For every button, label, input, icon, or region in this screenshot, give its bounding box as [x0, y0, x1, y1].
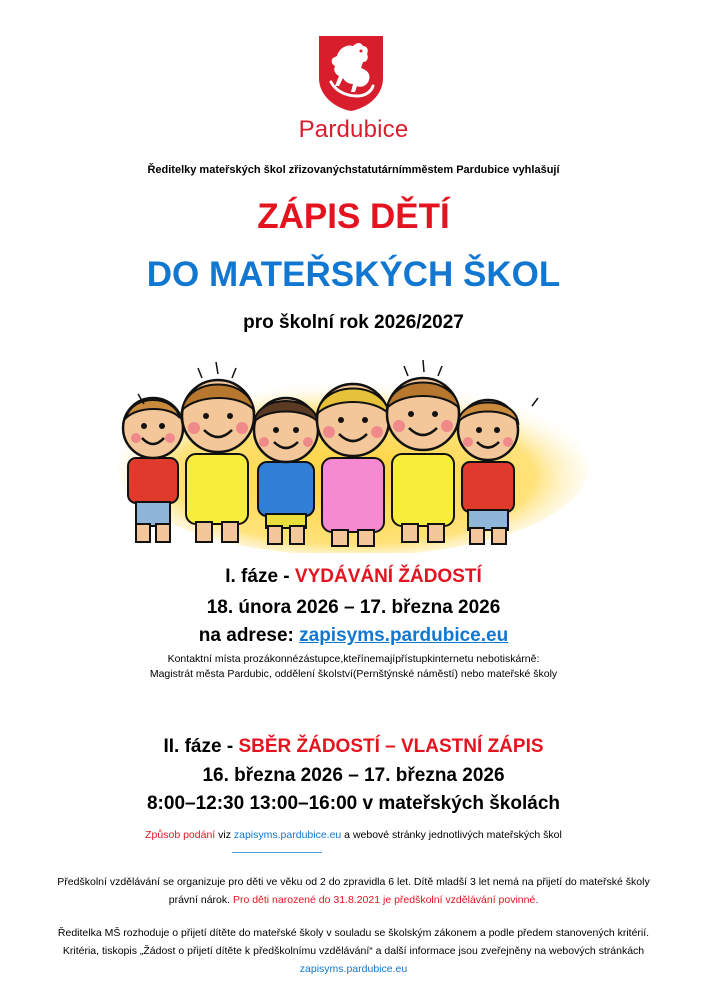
contact-line1: Kontaktní místa prozákonnézástupce,kteřínemajípřístupkinternetu nebotiskárně:	[167, 653, 540, 665]
method-red: Způsob podání	[145, 829, 216, 841]
admission-paragraph	[45, 924, 662, 978]
child-yellow-2	[387, 378, 459, 542]
pardubice-logo-icon	[317, 34, 385, 112]
phase1-title	[0, 566, 707, 588]
preschool-mandatory: Pro děti narozené do 31.8.2021 je předškolní vzdělávání povinné.	[232, 894, 539, 906]
divider	[232, 852, 322, 853]
phase1-label: I. fáze -	[225, 566, 295, 587]
contact-line2: Magistrát města Pardubic, oddělení školství(Pernštýnské náměstí) nebo mateřské školy	[149, 668, 558, 680]
preschool-paragraph	[45, 873, 662, 909]
phase1-dates: 18. února 2026 – 17. března 2026	[206, 597, 501, 618]
child-yellow-1	[182, 380, 254, 542]
phase2-title	[0, 736, 707, 758]
city-name: Pardubice	[298, 116, 409, 143]
address-label: na adrese:	[198, 625, 300, 646]
child-pink	[317, 384, 389, 546]
admission-text: Ředitelka MŠ rozhoduje o přijetí dítěte do mateřské školy v souladu se školským zákonem a podle předem stanovených kritérií. Kritéria, tiskopis „Žádost o přijetí dítěte k předškolnímu vzdělávání“ a další informace jsou zveřejněny na webových stránkách	[57, 927, 650, 957]
phase1-name: VYDÁVÁNÍ ŽÁDOSTÍ	[294, 566, 482, 587]
admission-link[interactable]: zapisyms.pardubice.eu	[299, 963, 408, 975]
title-line2: DO MATEŘSKÝCH ŠKOL	[146, 255, 561, 294]
children-illustration	[118, 358, 588, 553]
child-red-2	[458, 400, 518, 544]
phase2-name: SBĚR ŽÁDOSTÍ – VLASTNÍ ZÁPIS	[238, 736, 544, 757]
method-rest: a webové stránky jednotlivých mateřských škol	[341, 829, 562, 841]
method-middle: viz	[215, 829, 234, 841]
submission-method	[0, 829, 707, 841]
intro-text: Ředitelky mateřských škol zřizovanýchstatutárnímměstem Pardubice vyhlašují	[147, 164, 560, 176]
title-line1: ZÁPIS DĚTÍ	[257, 197, 450, 236]
method-link[interactable]: zapisyms.pardubice.eu	[233, 829, 342, 841]
phase1-address	[0, 625, 707, 647]
school-year-subtitle: pro školní rok 2026/2027	[243, 312, 464, 333]
phase2-label: II. fáze -	[163, 736, 239, 757]
phase2-hours: 8:00–12:30 13:00–16:00 v mateřských školách	[146, 793, 560, 814]
address-link[interactable]: zapisyms.pardubice.eu	[299, 625, 509, 646]
phase2-dates: 16. března 2026 – 17. března 2026	[202, 765, 505, 786]
preschool-text: Předškolní vzdělávání se organizuje pro děti ve věku od 2 do zpravidla 6 let. Dítě mladší 3 let nemá na přijetí do mateřské školy právní nárok.	[57, 876, 650, 906]
